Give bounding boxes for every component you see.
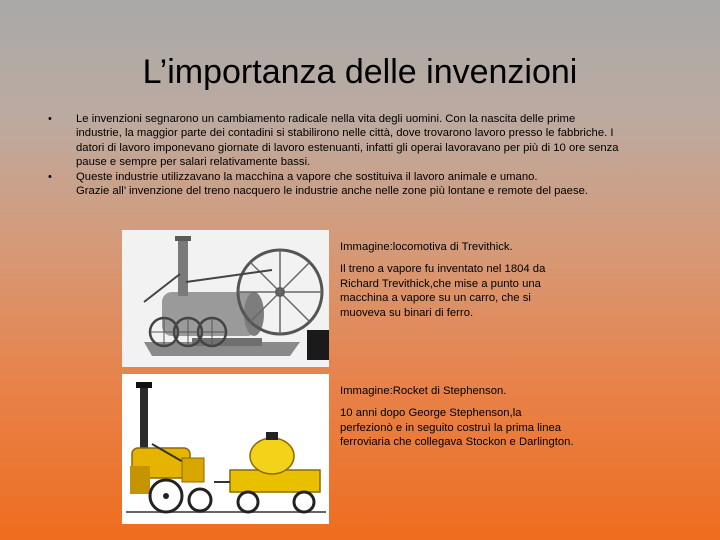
bullet-icon: •: [48, 113, 52, 125]
figure-caption: [340, 384, 640, 450]
caption-line: muoveva su binari di ferro.: [340, 306, 474, 319]
bullet-text-line: industrie, la maggior parte dei contadini si stabilirono nelle città, dove trovarono lavoro presso le fabbriche. I: [76, 127, 614, 140]
caption-line: ferroviaria che collegava Stockon e Darlington.: [340, 436, 574, 449]
bullet-text-line: Queste industrie utilizzavano la macchina a vapore che sostituiva il lavoro animale e umano.: [76, 170, 538, 183]
bullet-icon: •: [48, 170, 52, 183]
bullet-text-line: Grazie all’ invenzione del treno nacquero le industrie anche nelle zone più lontane e remote del paese.: [76, 185, 589, 198]
caption-line: perfezionò e in seguito costruì la prima linea: [340, 421, 562, 434]
bullet-text-line: Le invenzioni segnarono un cambiamento radicale nella vita degli uomini. Con la nascita delle prime: [76, 113, 576, 125]
caption-heading: Immagine:Rocket di Stephenson.: [340, 385, 507, 397]
trevithick-locomotive-image: [122, 230, 329, 367]
stephenson-rocket-image: [122, 374, 329, 524]
caption-line: macchina a vapore su un carro, che si: [340, 292, 531, 305]
bullet-list: [48, 112, 660, 198]
bullet-item: [48, 170, 660, 199]
bullet-item: [48, 112, 660, 170]
figure-caption: [340, 240, 640, 320]
slide-title: L’importanza delle invenzioni: [142, 53, 578, 91]
caption-line: Il treno a vapore fu inventato nel 1804 da: [340, 263, 546, 276]
caption-heading: Immagine:locomotiva di Trevithick.: [340, 241, 513, 253]
bullet-text-line: datori di lavoro imponevano giornate di lavoro estenuanti, infatti gli operai lavoravano per più di 10 ore senza: [76, 141, 619, 154]
bullet-text-line: pause e sempre per salari relativamente bassi.: [76, 156, 311, 169]
caption-line: 10 anni dopo George Stephenson,la: [340, 407, 522, 420]
caption-line: Richard Trevithick,che mise a punto una: [340, 277, 541, 290]
